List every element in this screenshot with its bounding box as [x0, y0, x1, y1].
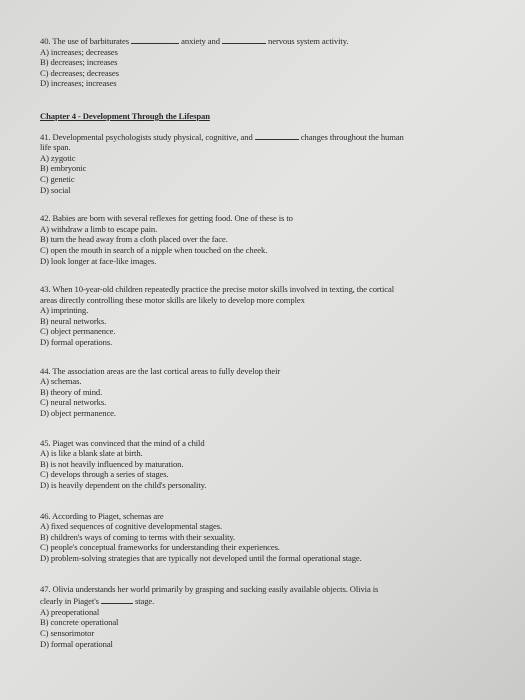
question-40 — [40, 34, 475, 89]
question-41-stem-middle: changes throughout the human — [300, 131, 404, 142]
option-c: C) sensorimotor — [40, 627, 95, 638]
option-d: D) increases; increases — [40, 78, 117, 89]
option-d: D) object permanence. — [40, 408, 116, 419]
question-41-stem-end: life span. — [40, 142, 71, 153]
chapter-heading: Chapter 4 - Development Through the Lifespan — [40, 110, 210, 121]
question-46 — [40, 511, 475, 564]
option-c: C) open the mouth in search of a nipple when touched on the cheek. — [40, 244, 268, 255]
answer-blank — [222, 34, 266, 44]
option-c: C) genetic — [40, 173, 75, 184]
question-40-stem-start: 40. The use of barbiturates — [40, 36, 130, 46]
option-b: B) embryonic — [40, 163, 87, 174]
question-44 — [40, 366, 475, 419]
question-41 — [40, 130, 475, 196]
option-d: D) formal operations. — [40, 337, 113, 348]
option-b: B) is not heavily influenced by maturation. — [40, 458, 184, 469]
question-42 — [40, 213, 475, 266]
option-a: A) is like a blank slate at birth. — [40, 448, 143, 459]
option-c: C) object permanence. — [40, 326, 116, 337]
answer-blank — [131, 34, 179, 44]
question-43 — [40, 284, 475, 348]
question-41-stem-start: 41. Developmental psychologists study physical, cognitive, and — [40, 131, 253, 142]
question-43-stem-line2: areas directly controlling these motor skills are likely to develop more complex — [40, 294, 305, 305]
option-c: C) neural networks. — [40, 397, 107, 408]
question-40-stem-end: nervous system activity. — [268, 36, 349, 46]
question-47-stem-start: clearly in Piaget's — [40, 596, 99, 607]
answer-blank — [255, 130, 299, 140]
question-42-stem: 42. Babies are born with several reflexes for getting food. One of these is to — [40, 213, 293, 224]
option-b: B) turn the head away from a cloth placed over the face. — [40, 234, 228, 245]
option-b: B) neural networks. — [40, 315, 107, 326]
option-d: D) problem-solving strategies that are typically not developed until the formal operational stage. — [40, 552, 362, 563]
option-b: B) concrete operational — [40, 617, 119, 628]
option-a: A) increases; decreases — [40, 46, 118, 57]
option-b: B) decreases; increases — [40, 57, 118, 68]
question-45 — [40, 438, 475, 491]
question-45-stem: 45. Piaget was convinced that the mind of a child — [40, 437, 205, 448]
option-a: A) fixed sequences of cognitive developmental stages. — [40, 521, 223, 532]
question-44-stem: 44. The association areas are the last cortical areas to fully develop their — [40, 365, 281, 376]
question-47-stem-line1: 47. Olivia understands her world primarily by grasping and sucking easily available objects. Olivia is — [40, 583, 379, 594]
option-a: A) preoperational — [40, 606, 100, 617]
option-a: A) schemas. — [40, 376, 82, 387]
option-d: D) social — [40, 184, 71, 195]
question-40-stem-middle: anxiety and — [181, 36, 220, 46]
option-d: D) look longer at face-like images. — [40, 255, 157, 266]
option-d: D) formal operational — [40, 638, 113, 649]
question-43-stem-line1: 43. When 10-year-old children repeatedly practice the precise motor skills involved in texting, the cortical — [40, 284, 394, 295]
option-d: D) is heavily dependent on the child's personality. — [40, 480, 207, 490]
question-47 — [40, 584, 475, 650]
option-b: B) theory of mind. — [40, 386, 103, 397]
question-47-stem-end: stage. — [134, 596, 155, 607]
option-c: C) people's conceptual frameworks for understanding their experiences. — [40, 542, 280, 553]
option-a: A) zygotic — [40, 152, 76, 163]
answer-blank — [101, 594, 133, 604]
option-a: A) imprinting. — [40, 305, 89, 316]
option-c: C) decreases; decreases — [40, 67, 119, 78]
option-c: C) develops through a series of stages. — [40, 469, 169, 480]
option-a: A) withdraw a limb to escape pain. — [40, 223, 158, 234]
option-b: B) children's ways of coming to terms with their sexuality. — [40, 531, 236, 542]
question-46-stem: 46. According to Piaget, schemas are — [40, 510, 164, 521]
